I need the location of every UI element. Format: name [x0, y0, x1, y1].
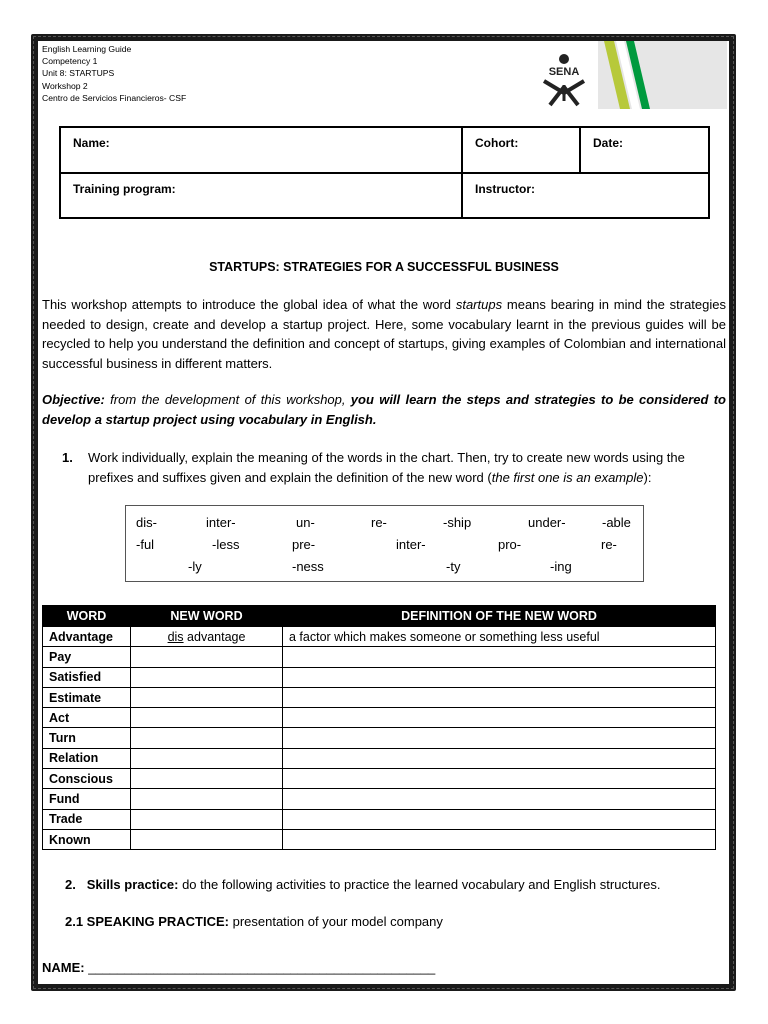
- header-line: Unit 8: STARTUPS: [42, 68, 115, 79]
- intro-emphasis: startups: [455, 297, 503, 312]
- definition-input[interactable]: [283, 667, 716, 687]
- affix: inter-: [206, 515, 236, 530]
- name-label: NAME:: [42, 960, 85, 975]
- table-row: [43, 708, 716, 728]
- word-cell: Relation: [43, 748, 131, 768]
- word-cell: Conscious: [43, 769, 131, 789]
- affix: -ty: [446, 559, 461, 574]
- root-text: advantage: [183, 629, 246, 644]
- word-cell: Act: [43, 708, 131, 728]
- new-word-input[interactable]: [131, 667, 283, 687]
- word-cell: Turn: [43, 728, 131, 748]
- table-row: [43, 627, 716, 647]
- definition-input[interactable]: [283, 728, 716, 748]
- affix: -ing: [550, 559, 572, 574]
- instructor-field[interactable]: Instructor:: [462, 173, 709, 219]
- training-program-field[interactable]: Training program:: [60, 173, 462, 219]
- new-word-input[interactable]: [131, 687, 283, 707]
- affix: inter-: [396, 537, 426, 552]
- word-cell: Known: [43, 829, 131, 849]
- affix: dis-: [136, 515, 157, 530]
- name-field[interactable]: Name:: [60, 127, 462, 173]
- sena-emblem-icon: [534, 51, 594, 111]
- affix: -less: [212, 537, 240, 552]
- intro-paragraph: [42, 295, 726, 373]
- cohort-field[interactable]: Cohort:: [462, 127, 580, 173]
- affix: pre-: [292, 537, 316, 552]
- new-word-input[interactable]: [131, 769, 283, 789]
- definition-input[interactable]: [283, 829, 716, 849]
- header-line: Centro de Servicios Financieros- CSF: [42, 92, 187, 103]
- column-header: DEFINITION OF THE NEW WORD: [283, 606, 716, 627]
- new-word-cell: [131, 627, 283, 647]
- new-word-input[interactable]: [131, 829, 283, 849]
- new-word-input[interactable]: [131, 748, 283, 768]
- instruction-2-1: [65, 914, 443, 929]
- document-title: STARTUPS: STRATEGIES FOR A SUCCESSFUL BUSINESS: [209, 260, 559, 274]
- table-row: [43, 829, 716, 849]
- objective-label: Objective:: [42, 392, 105, 407]
- word-cell: Satisfied: [43, 667, 131, 687]
- affix: un-: [296, 515, 315, 530]
- table-row: [43, 789, 716, 809]
- header-line: Workshop 2: [42, 80, 88, 91]
- affix: under-: [528, 515, 566, 530]
- word-table: [42, 605, 716, 850]
- skills-label: Skills practice:: [86, 877, 179, 892]
- affix: -ness: [292, 559, 324, 574]
- instruction-text: Work individually, explain the meaning of the words in the chart. Then, try to create new words using the prefixes and suffixes given and explain the definition of the new word (: [88, 450, 685, 485]
- definition-input[interactable]: [283, 647, 716, 667]
- word-cell: Trade: [43, 809, 131, 829]
- objective-text: from the development of this workshop,: [104, 392, 351, 407]
- definition-input[interactable]: [283, 769, 716, 789]
- affix: -ful: [136, 537, 155, 552]
- item-number: 2.: [65, 877, 76, 892]
- definition-input[interactable]: [283, 809, 716, 829]
- table-row: [43, 647, 716, 667]
- affix: -ship: [443, 515, 472, 530]
- table-row: [43, 728, 716, 748]
- speaking-text: presentation of your model company: [228, 914, 443, 929]
- word-cell: Estimate: [43, 687, 131, 707]
- new-word-input[interactable]: [131, 708, 283, 728]
- name-line[interactable]: [42, 960, 435, 975]
- objective-bold-text: you will learn the steps and strategies to be considered to develop a startup project using vocabulary in English.: [42, 392, 726, 427]
- instruction-2: [65, 877, 660, 892]
- intro-text-end: means bearing in mind the strategies needed to design, create and develop a startup project. Here, some vocabulary learnt in the previous guides will be recycled to help you understand the definition and concept of startups, giving examples of Colombian and international successful business in different matters.: [42, 297, 726, 371]
- header-line: English Learning Guide: [42, 44, 132, 54]
- instruction-emphasis: the first one is an example: [491, 469, 644, 485]
- affix: -ly: [188, 559, 202, 574]
- skills-text: do the following activities to practice the learned vocabulary and English structures.: [178, 877, 661, 892]
- new-word-input[interactable]: [131, 728, 283, 748]
- affix: re-: [371, 515, 387, 530]
- affix: pro-: [498, 537, 522, 552]
- definition-cell: a factor which makes someone or something less useful: [283, 627, 716, 647]
- objective-paragraph: [42, 390, 726, 429]
- table-row: [43, 769, 716, 789]
- table-row: [43, 748, 716, 768]
- column-header: WORD: [43, 606, 131, 627]
- affix: -able: [602, 515, 631, 530]
- student-info-table: [59, 126, 710, 219]
- definition-input[interactable]: [283, 687, 716, 707]
- affix: re-: [601, 537, 617, 552]
- name-blank: ________________________________________________: [88, 960, 436, 975]
- definition-input[interactable]: [283, 748, 716, 768]
- new-word-input[interactable]: [131, 809, 283, 829]
- new-word-input[interactable]: [131, 647, 283, 667]
- column-header: NEW WORD: [131, 606, 283, 627]
- instruction-1: [62, 448, 726, 487]
- sena-logo: [530, 41, 727, 111]
- speaking-label: 2.1 SPEAKING PRACTICE:: [65, 914, 229, 929]
- word-cell: Fund: [43, 789, 131, 809]
- instruction-end: ):: [643, 469, 652, 485]
- header-metadata: [42, 43, 186, 104]
- new-word-input[interactable]: [131, 789, 283, 809]
- word-cell: Pay: [43, 647, 131, 667]
- intro-text: This workshop attempts to introduce the global idea of what the word: [42, 297, 456, 312]
- prefix-text: dis: [167, 629, 184, 644]
- definition-input[interactable]: [283, 708, 716, 728]
- header-line: Competency 1: [42, 56, 98, 67]
- table-row: [43, 809, 716, 829]
- item-number: 1.: [62, 450, 73, 465]
- table-row: [43, 667, 716, 687]
- word-cell: Advantage: [43, 627, 131, 647]
- definition-input[interactable]: [283, 789, 716, 809]
- table-row: [43, 687, 716, 707]
- date-field[interactable]: Date:: [580, 127, 709, 173]
- logo-text: SENA: [548, 66, 580, 78]
- affix-box: [125, 505, 644, 582]
